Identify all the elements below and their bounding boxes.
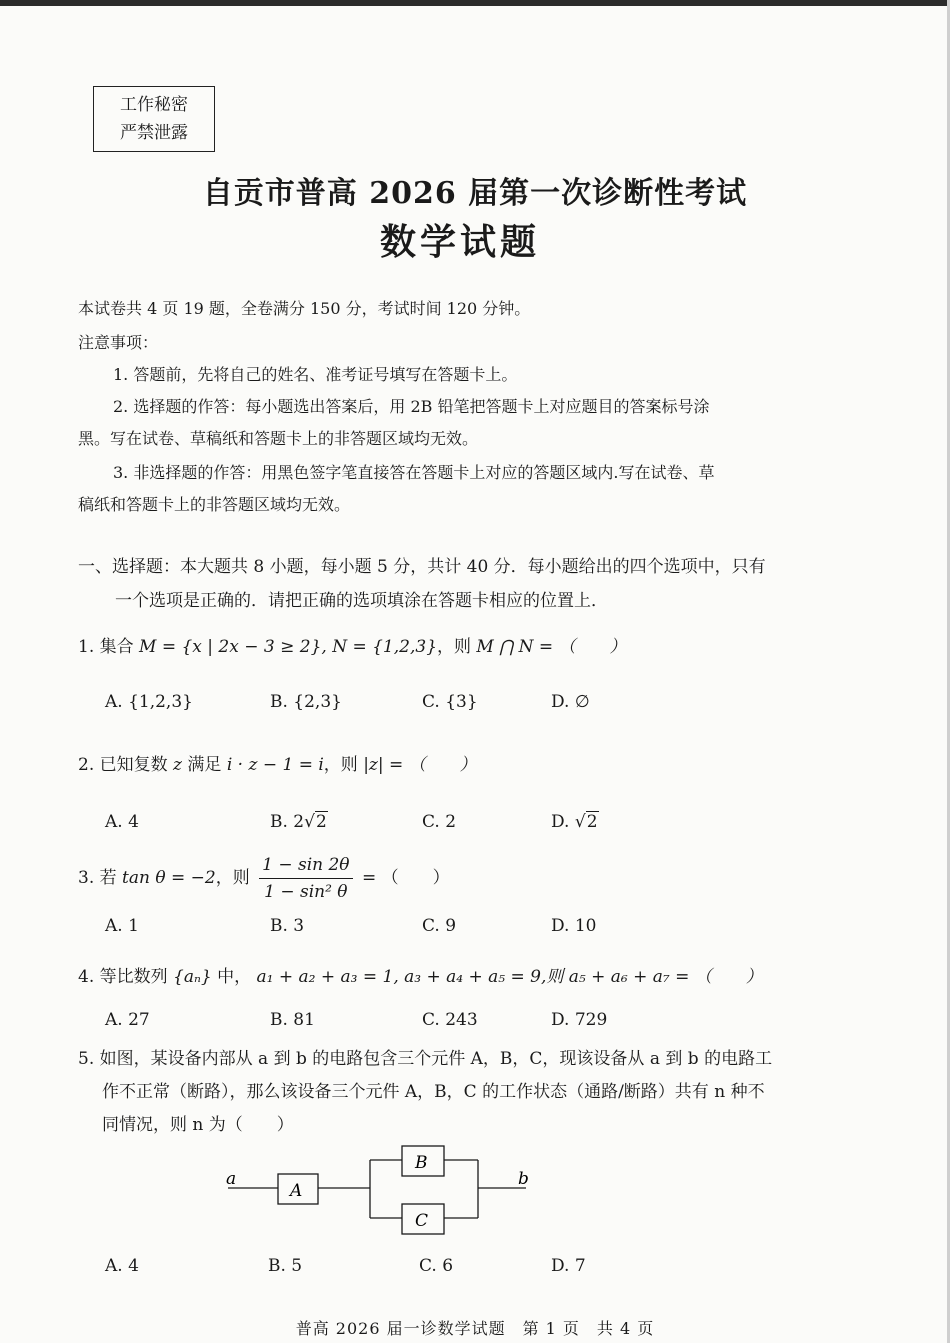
q2-option-b: B. 2√2 (270, 812, 327, 832)
q3-mid: ，则 (215, 868, 256, 888)
question-2 (78, 750, 477, 775)
note-3a: 3. 非选择题的作答：用黑色签字笔直接答在答题卡上对应的答题区域内.写在试卷、草 (113, 463, 715, 482)
q2-option-a: A. 4 (105, 812, 139, 832)
q1-option-a: A. {1,2,3} (105, 692, 193, 712)
q5-option-a: A. 4 (105, 1256, 139, 1276)
q3-fraction (259, 852, 352, 905)
q4-option-b: B. 81 (270, 1010, 315, 1030)
q1-expr: M ⋂ N = （ ） (476, 637, 627, 657)
question-4 (78, 962, 763, 987)
q2-expr: |z| = （ ） (363, 755, 477, 775)
note-2a: 2. 选择题的作答：每小题选出答案后，用 2B 铅笔把答题卡上对应题目的答案标号涂 (113, 397, 710, 416)
note-3b: 稿纸和答题卡上的非答题区域均无效。 (78, 495, 351, 514)
note-1: 1. 答题前，先将自己的姓名、准考证号填写在答题卡上。 (113, 365, 518, 384)
section-1-heading: 一、选择题：本大题共 8 小题，每小题 5 分，共计 40 分．每小题给出的四个选项中，只有 (78, 557, 766, 577)
scan-top-edge (0, 0, 950, 6)
q1-set: M = {x | 2x − 3 ≥ 2}, N = {1,2,3} (139, 637, 438, 657)
page-footer: 普高 2026 届一诊数学试题 第 1 页 共 4 页 (295, 1319, 655, 1338)
circuit-terminal-a: a (226, 1169, 237, 1189)
q4-option-a: A. 27 (105, 1010, 150, 1030)
q4-ask: 则 a₅ + a₆ + a₇ = （ ） (546, 967, 763, 987)
component-B-label: B (415, 1153, 428, 1173)
q2-d-radicand: 2 (586, 812, 598, 832)
circuit-terminal-b: b (518, 1169, 529, 1189)
q5-option-d: D. 7 (551, 1256, 586, 1276)
component-A-label: A (290, 1181, 303, 1201)
q2-z: z (173, 755, 182, 775)
stamp-line-2: 严禁泄露 (120, 123, 188, 143)
q4-option-c: C. 243 (422, 1010, 478, 1030)
q3-option-b: B. 3 (270, 916, 305, 936)
q1-option-d: D. ∅ (551, 692, 590, 712)
notes-heading: 注意事项： (78, 333, 159, 352)
q3-prefix: 3. 若 (78, 868, 123, 888)
component-C-label: C (415, 1211, 429, 1231)
q2-option-d: D. √2 (551, 812, 598, 832)
q3-denominator: 1 − sin² θ (264, 882, 348, 902)
subject-title: 数学试题 (379, 221, 540, 263)
q1-option-c: C. {3} (422, 692, 478, 712)
q3-numerator: 1 − sin 2θ (259, 852, 352, 879)
q2-b-radicand: 2 (315, 812, 327, 832)
q4-option-d: D. 729 (551, 1010, 608, 1030)
q5-option-b: B. 5 (268, 1256, 303, 1276)
q3-condition: tan θ = −2 (122, 868, 216, 888)
q4-sequence: {aₙ} (173, 967, 212, 987)
section-1-subheading: 一个选项是正确的．请把正确的选项填涂在答题卡相应的位置上． (115, 591, 608, 611)
q2-d-label: D. (551, 812, 575, 832)
q1-prefix: 1. 集合 (78, 637, 140, 657)
q3-option-c: C. 9 (422, 916, 457, 936)
stamp-line-1: 工作秘密 (120, 95, 188, 115)
question-5-line-3: 同情况，则 n 为（ ） (102, 1115, 294, 1135)
q3-option-d: D. 10 (551, 916, 597, 936)
q2-prefix: 2. 已知复数 (78, 755, 174, 775)
q2-equation: i · z − 1 = i (226, 755, 324, 775)
q2-b-coef: B. 2 (270, 812, 305, 832)
q1-option-b: B. {2,3} (270, 692, 342, 712)
circuit-diagram (222, 1144, 532, 1236)
question-5-line-2: 作不正常（断路），那么该设备三个元件 A，B，C 的工作状态（通路/断路）共有 n 种不 (102, 1082, 765, 1102)
q4-equation: a₁ + a₂ + a₃ = 1, a₃ + a₄ + a₅ = 9, (256, 967, 547, 987)
q2-option-c: C. 2 (422, 812, 457, 832)
q3-tail: = （ ） (356, 868, 450, 888)
note-2b: 黑。写在试卷、草稿纸和答题卡上的非答题区域均无效。 (78, 429, 479, 448)
confidential-stamp (93, 86, 215, 152)
question-5-line-1: 5. 如图，某设备内部从 a 到 b 的电路包含三个元件 A，B，C，现该设备从 a 到 b 的电路工 (78, 1049, 773, 1069)
q1-mid: ，则 (437, 637, 477, 657)
question-3 (78, 852, 450, 905)
exam-title: 自贡市普高 2026 届第一次诊断性考试 (202, 176, 748, 211)
exam-intro: 本试卷共 4 页 19 题，全卷满分 150 分，考试时间 120 分钟。 (78, 299, 531, 318)
q4-mid: 中， (211, 967, 252, 987)
q2-mid2: ，则 (323, 755, 364, 775)
question-1 (78, 632, 627, 657)
q5-option-c: C. 6 (419, 1256, 454, 1276)
q3-option-a: A. 1 (105, 916, 139, 936)
q4-prefix: 4. 等比数列 (78, 967, 174, 987)
q2-mid: 满足 (182, 755, 227, 775)
